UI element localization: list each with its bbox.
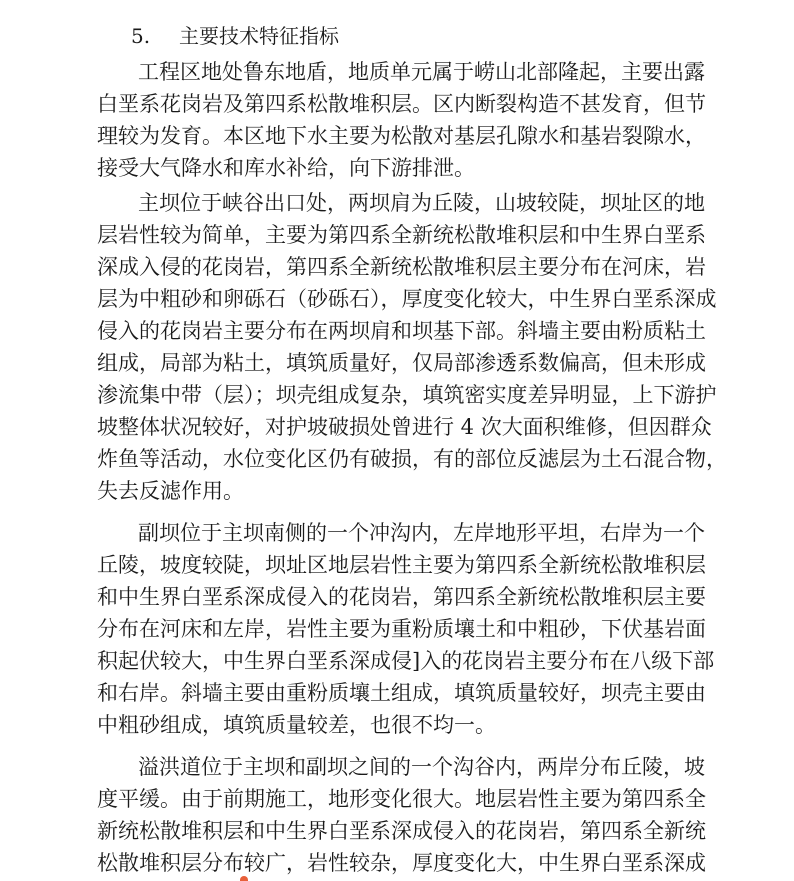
paragraph-2-line: 坡整体状况较好，对护坡破损处曾进行 4 次大面积维修，但因群众 [97,415,712,439]
paragraph-4-line: 溢洪道位于主坝和副坝之间的一个沟谷内，两岸分布丘陵，坡 [138,755,705,779]
paragraph-4-line: 新统松散堆积层和中生界白垩系深成侵入的花岗岩，第四系全新统 [97,819,706,843]
paragraph-1-line: 工程区地处鲁东地盾，地质单元属于崂山北部隆起，主要出露 [138,60,705,84]
paragraph-2-line: 侵入的花岗岩主要分布在两坝肩和坝基下部。斜墙主要由粉质粘土 [97,319,706,343]
paragraph-4-line: 度平缓。由于前期施工，地形变化很大。地层岩性主要为第四系全 [97,787,706,811]
paragraph-2-line: 层岩性较为简单，主要为第四系全新统松散堆积层和中生界白垩系 [97,223,706,247]
paragraph-3-line: 副坝位于主坝南侧的一个冲沟内，左岸地形平坦，右岸为一个 [138,521,705,545]
paragraph-2-line: 主坝位于峡谷出口处，两坝肩为丘陵，山坡较陡，坝址区的地 [138,191,705,215]
paragraph-2-line: 层为中粗砂和卵砾石（砂砾石），厚度变化较大，中生界白垩系深成 [97,287,717,311]
paragraph-3-line: 丘陵，坡度较陡，坝址区地层岩性主要为第四系全新统松散堆积层 [97,553,706,577]
paragraph-2-line: 渗流集中带（层）；坝壳组成复杂，填筑密实度差异明显，上下游护 [97,383,717,407]
section-title: 主要技术特征指标 [179,24,339,48]
paragraph-3-line: 分布在河床和左岸，岩性主要为重粉质壤土和中粗砂，下伏基岩面 [97,617,706,641]
paragraph-2-line: 深成入侵的花岗岩，第四系全新统松散堆积层主要分布在河床，岩 [97,255,706,279]
paragraph-1-line: 理较为发育。本区地下水主要为松散对基层孔隙水和基岩裂隙水， [97,124,706,148]
paragraph-1-line: 接受大气降水和库水补给，向下游排泄。 [97,156,475,180]
paragraph-2-line: 炸鱼等活动，水位变化区仍有破损，有的部位反滤层为土石混合物， [97,447,727,471]
paragraph-1-line: 白垩系花岗岩及第四系松散堆积层。区内断裂构造不甚发育，但节 [97,92,706,116]
paragraph-4-line: 松散堆积层分布较广，岩性较杂，厚度变化大，中生界白垩系深成 [97,851,706,875]
paragraph-2-line: 失去反滤作用。 [97,479,244,503]
paragraph-3-line: 和右岸。斜墙主要由重粉质壤土组成，填筑质量较好，坝壳主要由 [97,681,706,705]
section-number: 5. [131,24,151,48]
section-heading [131,20,339,52]
paragraph-3-line: 和中生界白垩系深成侵入的花岗岩，第四系全新统松散堆积层主要 [97,585,706,609]
cursor-marker [240,876,248,881]
paragraph-3-line: 中粗砂组成，填筑质量较差，也很不均一。 [97,713,496,737]
paragraph-2-line: 组成，局部为粘土，填筑质量好，仅局部渗透系数偏高，但未形成 [97,351,706,375]
paragraph-3-line: 积起伏较大，中生界白垩系深成侵]入的花岗岩主要分布在八级下部 [97,649,715,673]
